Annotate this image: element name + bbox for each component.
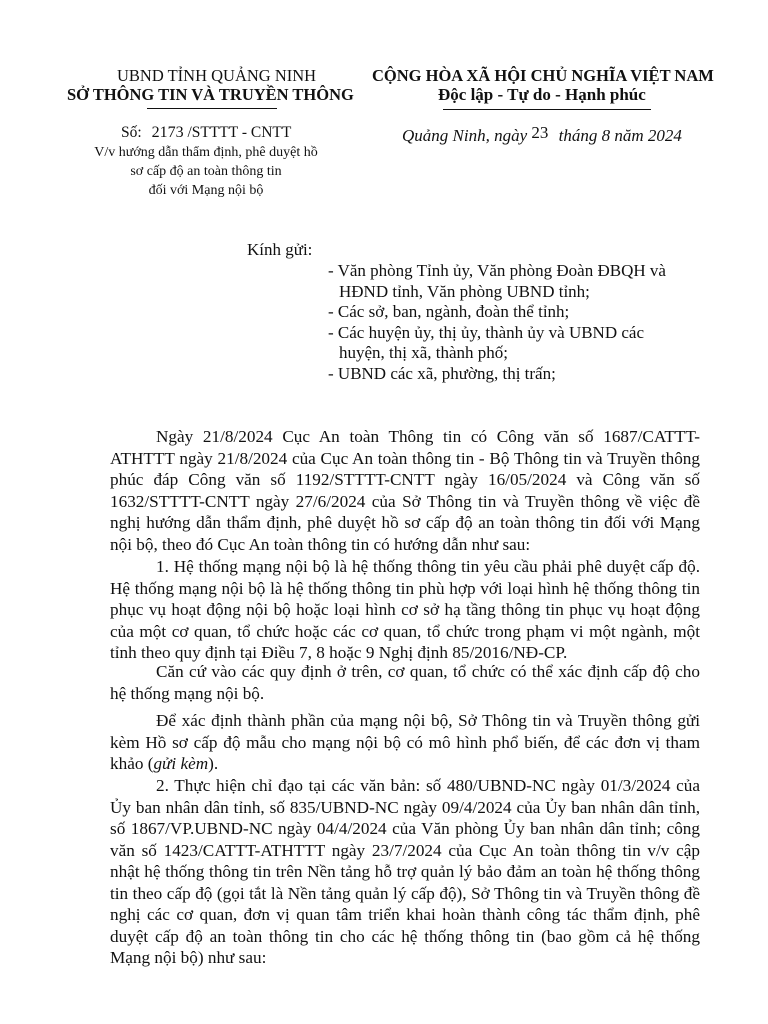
date-day: 23 bbox=[531, 123, 549, 142]
body-paragraph-intro: Ngày 21/8/2024 Cục An toàn Thông tin có Công văn số 1687/CATTT-ATHTTT ngày 21/8/2024 của Cục An toàn thông tin - Bộ Thông tin và Truyền thông phúc đáp Công văn số 1192/STTTT-CNTT ngày 16/05/2024 và Công văn số 1632/STTTT-CNTT ngày 27/6/2024 của Sở Thông tin và Truyền thông về việc đề nghị hướng dẫn thẩm định, phê duyệt hồ sơ cấp độ an toàn thông tin đối với Mạng nội bộ, theo đó Cục An toàn thông tin có hướng dẫn như sau: bbox=[110, 427, 700, 554]
recipient-item: - UBND các xã, phường, thị trấn; bbox=[328, 363, 556, 383]
body-paragraph-item-1: 1. Hệ thống mạng nội bộ là hệ thống thông tin yêu cầu phải phê duyệt cấp độ. Hệ thống mạng nội bộ là hệ thống thông tin phù hợp với loại hình hệ thống thông tin phục vụ hoạt động nội bộ hoặc loại hình cơ sở hạ tầng thông tin phục vụ hoạt động của một cơ quan, tổ chức hoặc các cơ quan, tổ chức trong phạm vi một ngành, một tỉnh theo quy định tại Điều 7, 8 hoặc 9 Nghị định 85/2016/NĐ-CP. bbox=[110, 557, 700, 662]
attachment-text: Để xác định thành phần của mạng nội bộ, Sở Thông tin và Truyền thông gửi kèm Hồ sơ cấp độ mẫu cho mạng nội bộ có mô hình phổ biến, để các đơn vị tham khảo ( bbox=[110, 711, 700, 773]
recipient-item: - Các sở, ban, ngành, đoàn thể tỉnh; bbox=[328, 302, 570, 321]
subject-line: V/v hướng dẫn thẩm định, phê duyệt hồ bbox=[94, 145, 318, 160]
number-label: Số: bbox=[121, 124, 142, 141]
body-paragraph-item-2: 2. Thực hiện chỉ đạo tại các văn bản: số 480/UBND-NC ngày 01/3/2024 của Ủy ban nhân dân tỉnh, số 835/UBND-NC ngày 09/4/2024 của Ủy ban nhân dân tỉnh, số 1867/VP.UBND-NC ngày 04/4/2024 của Văn phòng Ủy ban nhân dân tỉnh; công văn số 1423/CATTT-ATHTTT ngày 23/7/2024 của Cục An toàn thông tin v/v cập nhật hệ thống thông tin trên Nền tảng hỗ trợ quản lý bảo đảm an toàn hệ thống thông tin theo cấp độ (gọi tắt là Nền tảng quản lý cấp độ), Sở Thông tin và Truyền thông đề nghị các cơ quan, đơn vị quan tâm triển khai hoàn thành công tác thẩm định, phê duyệt cấp độ an toàn thông tin cho các hệ thống thông tin (bao gồm cả hệ thống Mạng nội bộ) như sau: bbox=[110, 776, 700, 967]
national-motto: Độc lập - Tự do - Hạnh phúc bbox=[438, 85, 646, 104]
place-date bbox=[402, 123, 682, 146]
body-paragraph-basis: Căn cứ vào các quy định ở trên, cơ quan, tổ chức có thể xác định cấp độ cho hệ thống mạng nội bộ. bbox=[110, 662, 700, 703]
motto-underline bbox=[443, 109, 651, 110]
recipients-list bbox=[328, 261, 666, 384]
department-underline bbox=[147, 108, 277, 109]
number-suffix: /STTTT - CNTT bbox=[187, 124, 292, 141]
attachment-end: ). bbox=[208, 754, 219, 773]
issuing-department: SỞ THÔNG TIN VÀ TRUYỀN THÔNG bbox=[67, 85, 354, 104]
recipient-item: HĐND tỉnh, Văn phòng UBND tỉnh; bbox=[339, 281, 590, 301]
recipients-label: Kính gửi: bbox=[247, 240, 313, 259]
place-date-prefix: Quảng Ninh, ngày bbox=[402, 126, 528, 145]
recipient-item: huyện, thị xã, thành phố; bbox=[339, 343, 509, 362]
subject-block bbox=[60, 143, 352, 200]
number-value: 2173 bbox=[151, 124, 184, 141]
attachment-italic: gửi kèm bbox=[153, 754, 209, 773]
issuing-authority: UBND TỈNH QUẢNG NINH bbox=[117, 66, 317, 85]
body-paragraph-attachment bbox=[110, 710, 700, 775]
national-title: CỘNG HÒA XÃ HỘI CHỦ NGHĨA VIỆT NAM bbox=[372, 66, 714, 85]
subject-line: sơ cấp độ an toàn thông tin bbox=[130, 164, 282, 179]
document-number bbox=[121, 124, 291, 142]
recipient-item: - Các huyện ủy, thị ủy, thành ủy và UBND các bbox=[328, 322, 644, 342]
date-suffix: tháng 8 năm 2024 bbox=[558, 126, 682, 145]
subject-line: đối với Mạng nội bộ bbox=[148, 183, 264, 198]
recipient-item: - Văn phòng Tỉnh ủy, Văn phòng Đoàn ĐBQH và bbox=[328, 261, 666, 280]
